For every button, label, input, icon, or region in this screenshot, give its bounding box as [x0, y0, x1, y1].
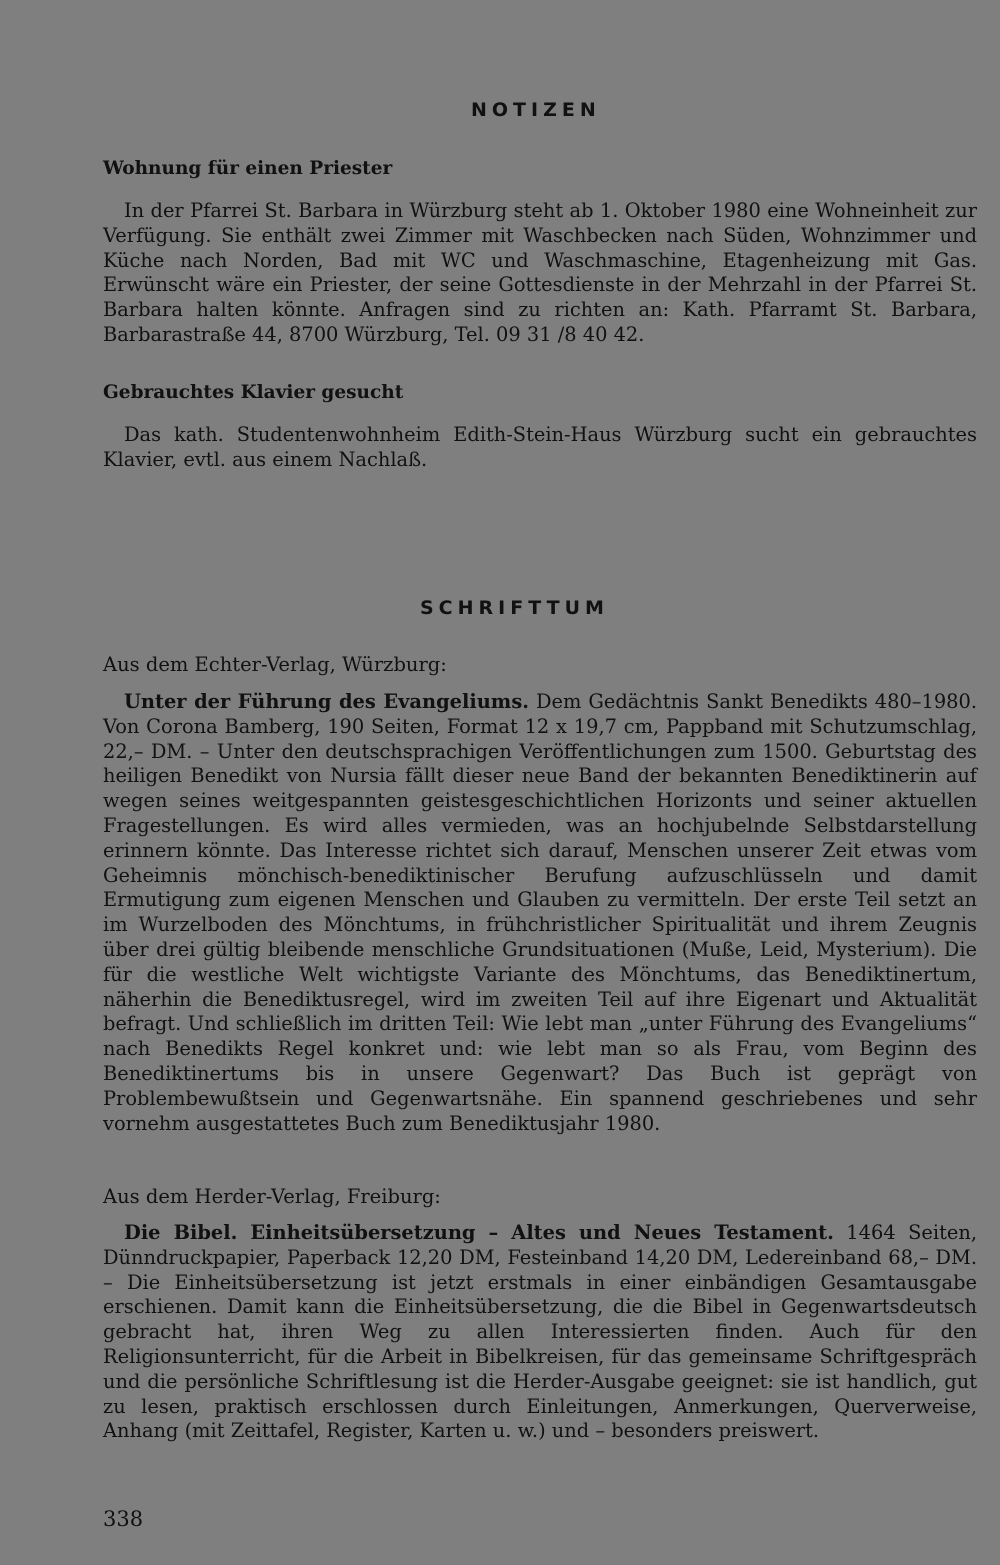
publisher-heading-echter: Aus dem Echter-Verlag, Würzburg:	[103, 653, 447, 676]
page-number: 338	[103, 1507, 144, 1531]
book-title-echter: Unter der Führung des Evangeliums.	[124, 690, 529, 713]
book-title-herder: Die Bibel. Einheitsübersetzung – Altes und Neues Testament.	[124, 1221, 834, 1244]
section-title-schrifttum: SCHRIFTTUM	[420, 597, 609, 619]
section-title-notizen: NOTIZEN	[471, 99, 601, 121]
book-review-herder	[103, 1221, 977, 1444]
book-review-text-herder: 1464 Seiten, Dünndruckpapier, Paperback 12,20 DM, Festeinband 14,20 DM, Ledereinband 68,– DM. – Die Einheitsübersetzung ist jetzt erstmals in einer einbändigen Gesamtausgabe erschienen. Damit kann die Einheitsübersetzung, die die Bibel in Gegenwartsdeutsch gebracht hat, ihren Weg zu allen Interessierten finden. Auch für den Religionsunterricht, für die Arbeit in Bibelkreisen, für das gemeinsame Schriftgespräch und die persönliche Schriftlesung ist die Herder-Ausgabe geeignet: sie ist handlich, gut zu lesen, praktisch erschlossen durch Einleitungen, Anmerkungen, Querverweise, Anhang (mit Zeittafel, Register, Karten u. w.) und – besonders preiswert.	[103, 1221, 977, 1443]
notice-text-piano: Das kath. Studentenwohnheim Edith-Stein-Haus Würzburg sucht ein gebrauchtes Klavier, evtl. aus einem Nachlaß.	[103, 423, 977, 471]
book-review-echter	[103, 690, 977, 1136]
notice-heading-priest-apartment: Wohnung für einen Priester	[103, 158, 393, 179]
notice-text-priest-apartment: In der Pfarrei St. Barbara in Würzburg steht ab 1. Oktober 1980 eine Wohneinheit zur Verfügung. Sie enthält zwei Zimmer mit Waschbecken nach Süden, Wohnzimmer und Küche nach Norden, Bad mit WC und Waschmaschine, Etagenheizung mit Gas. Erwünscht wäre ein Priester, der seine Gottesdienste in der Mehrzahl in der Pfarrei St. Barbara halten könnte. Anfragen sind zu richten an: Kath. Pfarramt St. Barbara, Barbarastraße 44, 8700 Würzburg, Tel. 09 31 /8 40 42.	[103, 199, 977, 346]
publisher-heading-herder: Aus dem Herder-Verlag, Freiburg:	[103, 1185, 441, 1208]
book-review-text-echter: Dem Gedächtnis Sankt Benedikts 480–1980. Von Corona Bamberg, 190 Seiten, Format 12 x 19,7 cm, Pappband mit Schutzumschlag, 22,– DM. – Unter den deutschsprachigen Veröffentlichungen zum 1500. Geburtstag des heiligen Benedikt von Nursia fällt dieser neue Band der bekannten Benediktinerin auf wegen seines weitgespannten geistesgeschichtlichen Horizonts und seiner aktuellen Fragestellungen. Es wird alles vermieden, was an hochjubelnde Selbstdarstellung erinnern könnte. Das Interesse richtet sich darauf, Menschen unserer Zeit etwas vom Geheimnis mönchisch-benediktinischer Berufung aufzuschlüsseln und damit Ermutigung zum eigenen Menschen und Glauben zu vermitteln. Der erste Teil setzt an im Wurzelboden des Mönchtums, in frühchristlicher Spiritualität und ihrem Zeugnis über drei gültig bleibende menschliche Grundsituationen (Muße, Leid, Mysterium). Die für die westliche Welt wichtigste Variante des Mönchtums, das Benediktinertum, näherhin die Benediktusregel, wird im zweiten Teil auf ihre Eigenart und Aktualität befragt. Und schließlich im dritten Teil: Wie lebt man „unter Führung des Evangeliums“ nach Benedikts Regel konkret und: wie lebt man so als Frau, vom Beginn des Benediktinertums bis in unsere Gegenwart? Das Buch ist geprägt von Problembewußtsein und Gegenwartsnähe. Ein spannend geschriebenes und sehr vornehm ausgestattetes Buch zum Benediktusjahr 1980.	[103, 690, 978, 1135]
notice-heading-piano: Gebrauchtes Klavier gesucht	[103, 382, 404, 403]
